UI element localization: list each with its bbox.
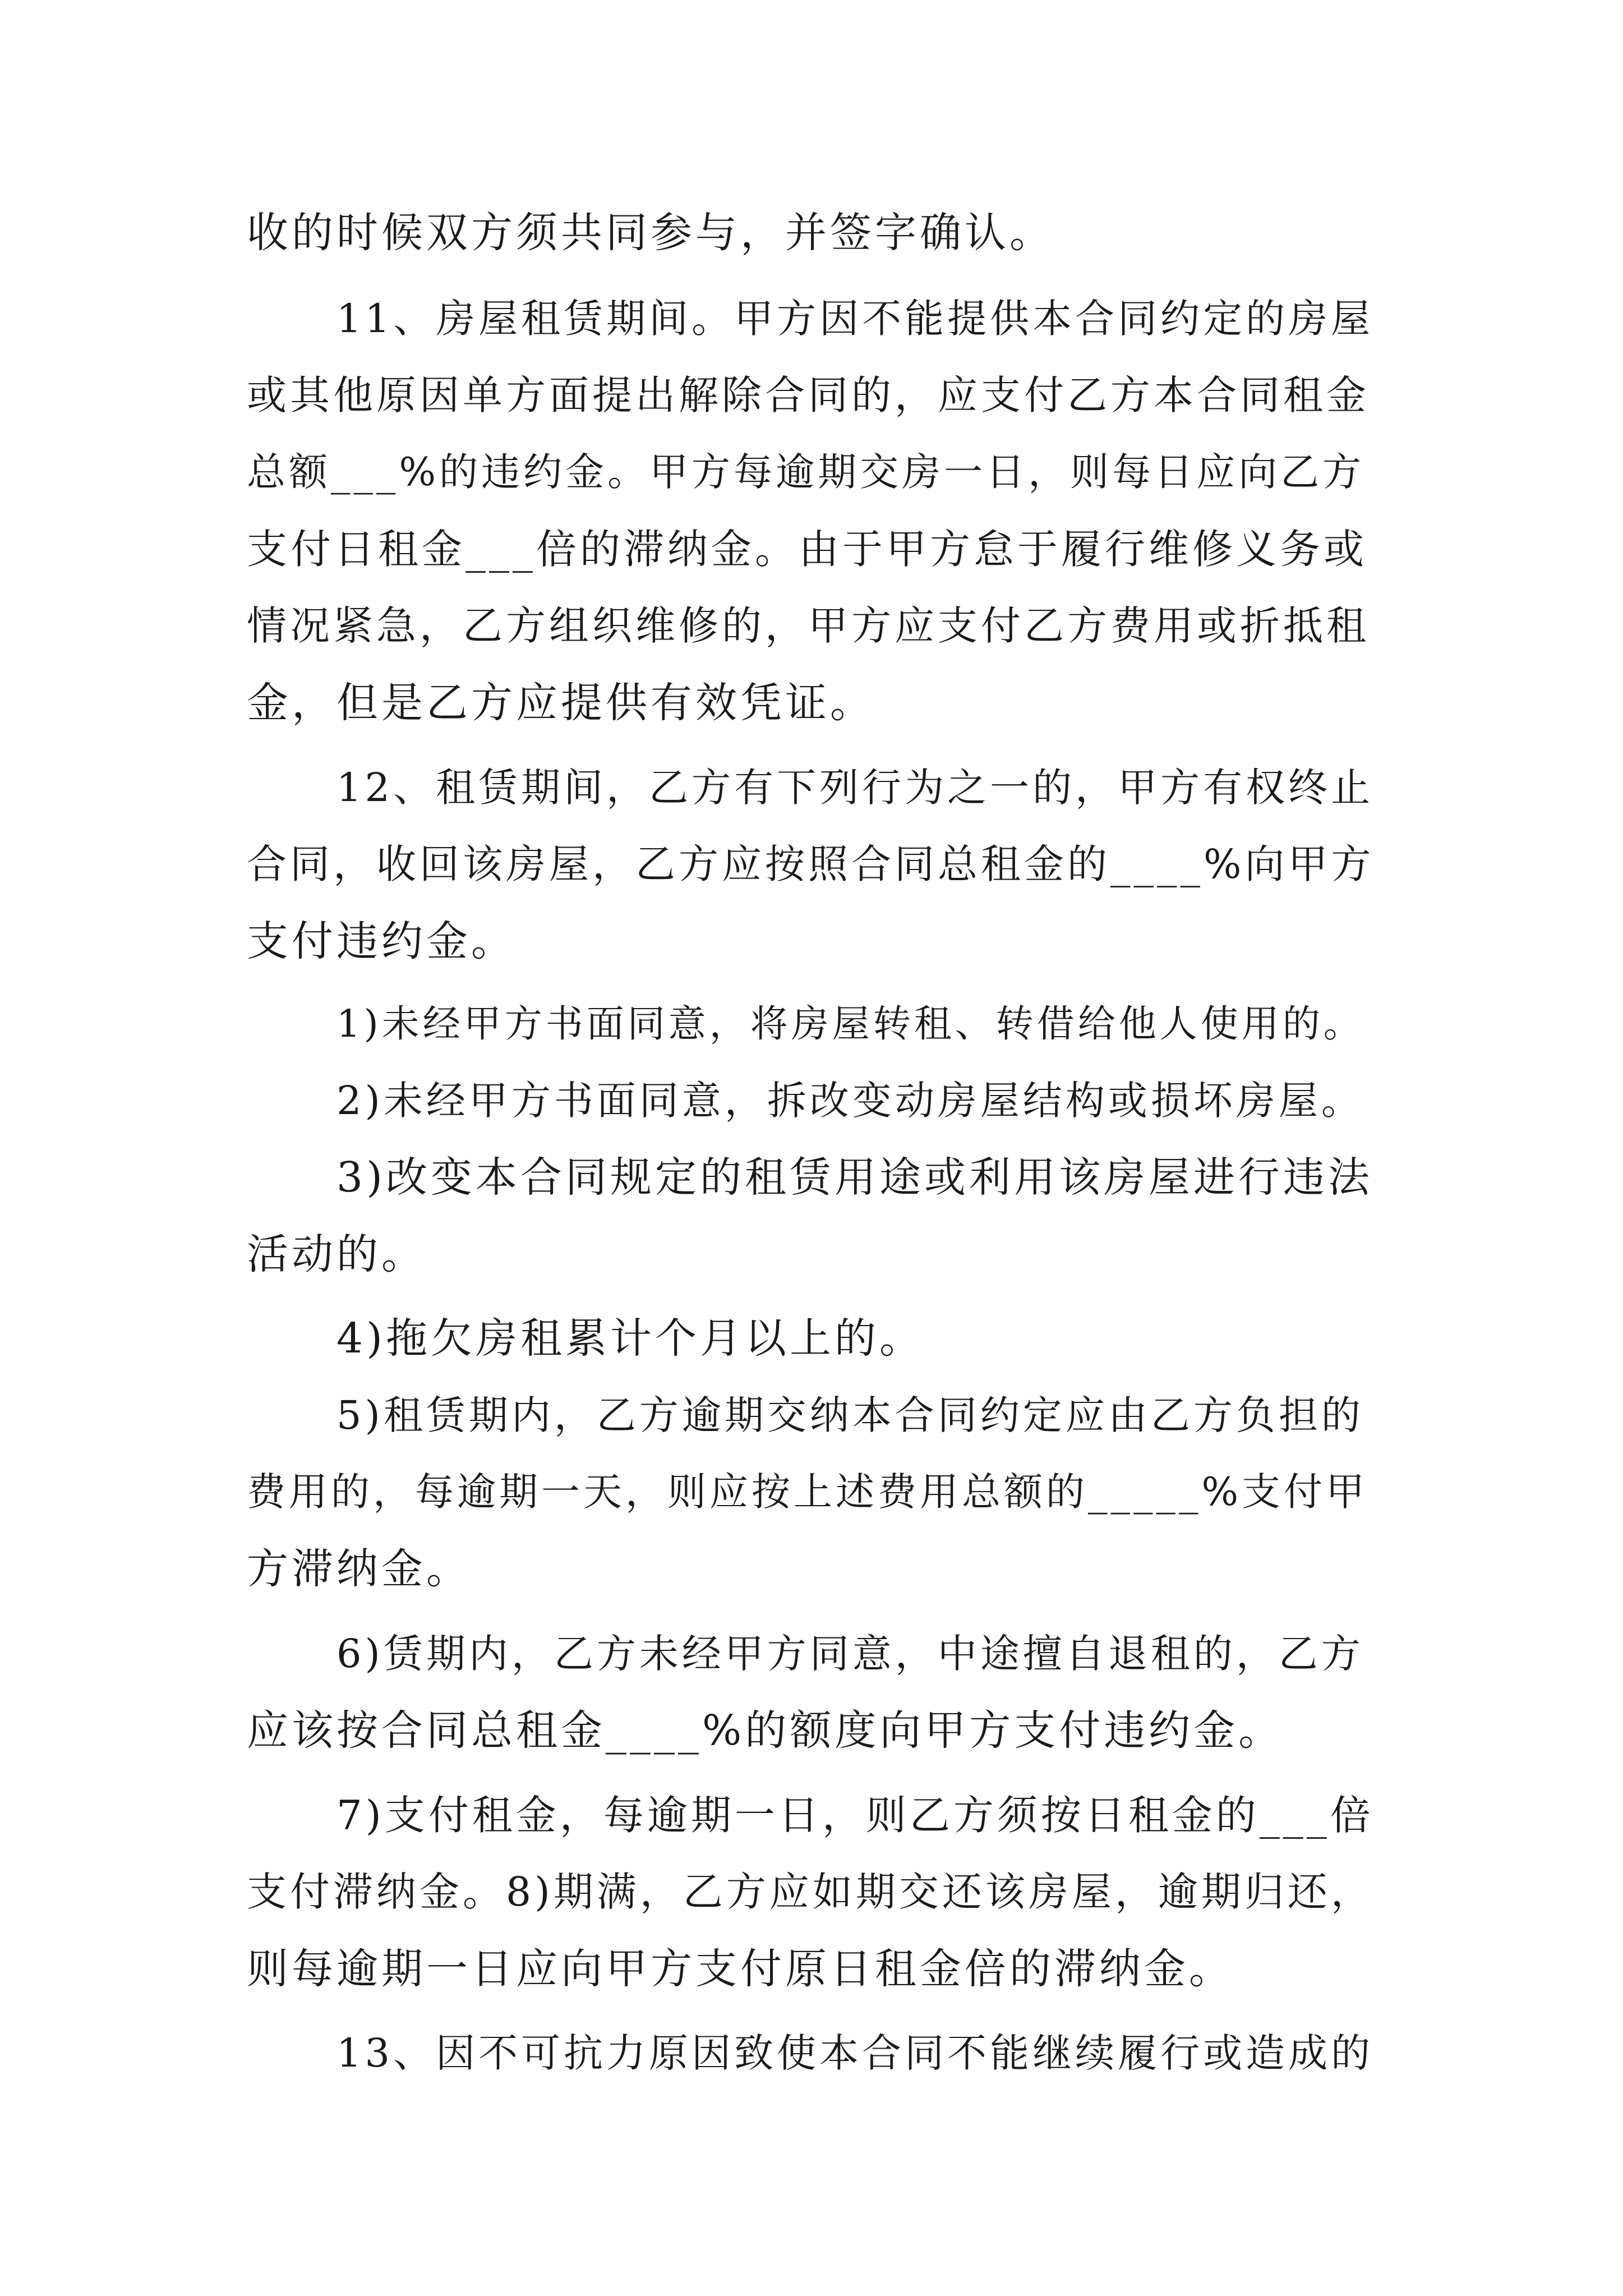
text-line: 支付日租金___倍的滞纳金。由于甲方怠于履行维修义务或: [247, 526, 1368, 573]
text-line: 4)拖欠房租累计个月以上的。: [336, 1314, 924, 1363]
text-line: 应该按合同总租金____%的额度向甲方支付违约金。: [247, 1706, 1284, 1755]
text-line: 方滞纳金。: [247, 1545, 471, 1593]
text-line: 1)未经甲方书面同意，将房屋转租、转借给他人使用的。: [336, 1002, 1364, 1046]
text-line: 费用的，每逾期一天，则应按上述费用总额的_____%支付甲: [247, 1470, 1368, 1515]
text-line: 活动的。: [247, 1230, 426, 1278]
text-line: 情况紧急，乙方组织维修的，甲方应支付乙方费用或折抵租: [247, 602, 1370, 649]
text-line: 或其他原因单方面提出解除合同的，应支付乙方本合同租金: [247, 372, 1370, 418]
text-line: 支付滞纳金。8)期满，乙方应如期交还该房屋，逾期归还，: [247, 1869, 1374, 1915]
text-line: 3)改变本合同规定的租赁用途或利用该房屋进行违法: [336, 1153, 1373, 1202]
text-line: 收的时候双方须共同参与，并签字确认。: [247, 209, 1054, 257]
text-line: 则每逾期一日应向甲方支付原日租金倍的滞纳金。: [247, 1945, 1234, 1993]
text-line: 2)未经甲方书面同意，拆改变动房屋结构或损坏房屋。: [336, 1078, 1364, 1124]
text-line: 13、因不可抗力原因致使本合同不能继续履行或造成的: [336, 2030, 1374, 2076]
text-line: 12、租赁期间，乙方有下列行为之一的，甲方有权终止: [336, 765, 1374, 811]
text-line: 金，但是乙方应提供有效凭证。: [247, 679, 875, 727]
text-line: 总额___%的违约金。甲方每逾期交房一日，则每日应向乙方: [247, 450, 1365, 495]
text-line: 6)赁期内，乙方未经甲方同意，中途擅自退租的，乙方: [336, 1631, 1364, 1677]
text-line: 11、房屋租赁期间。甲方因不能提供本合同约定的房屋: [336, 296, 1374, 342]
text-line: 7)支付租金，每逾期一日，则乙方须按日租金的___倍: [336, 1792, 1374, 1839]
text-line: 5)租赁期内，乙方逾期交纳本合同约定应由乙方负担的: [336, 1392, 1364, 1438]
text-line: 合同，收回该房屋，乙方应按照合同总租金的____%向甲方: [247, 841, 1375, 887]
text-line: 支付违约金。: [247, 917, 516, 965]
